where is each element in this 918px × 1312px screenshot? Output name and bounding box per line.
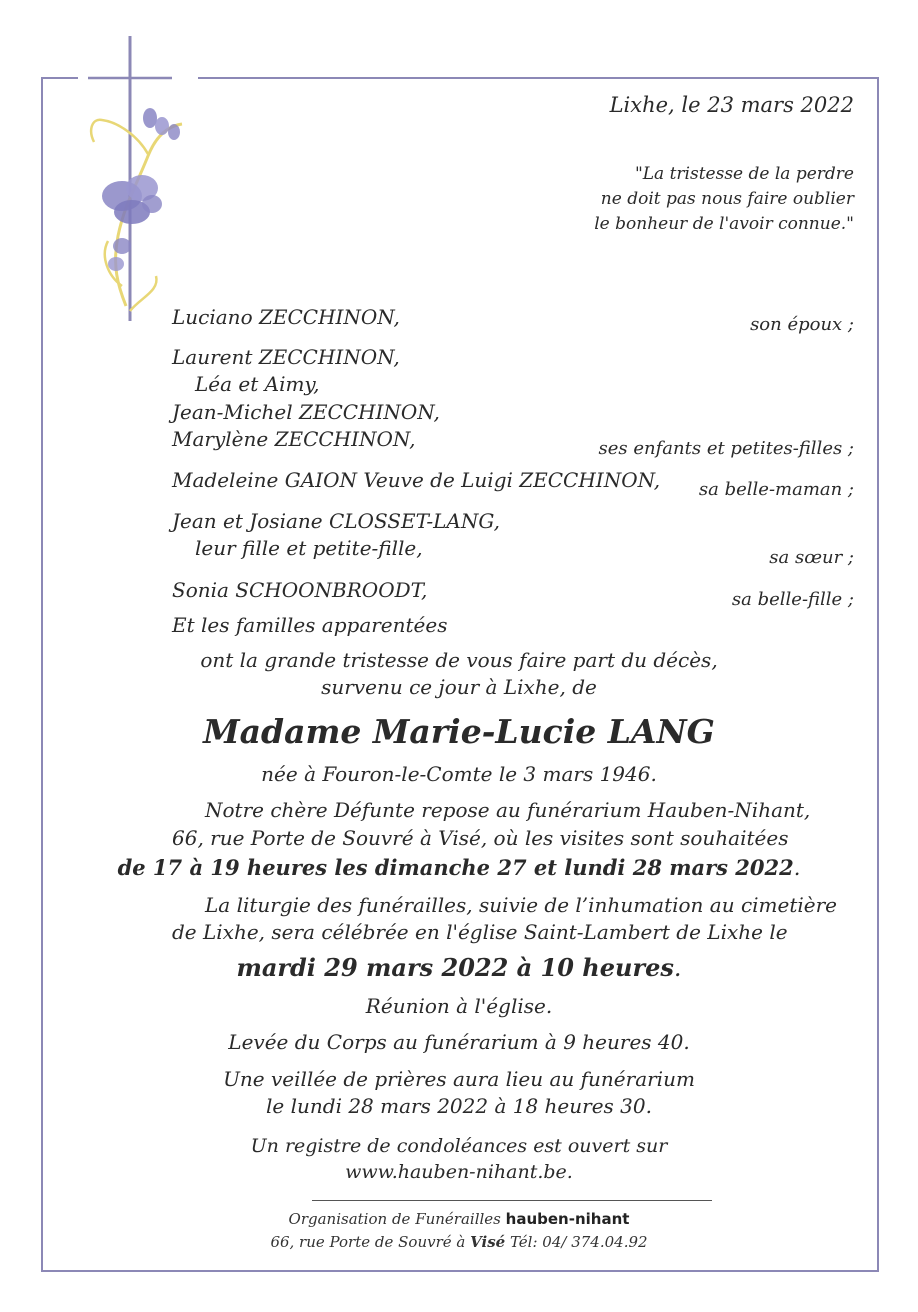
family-member: Marylène ZECCHINON, xyxy=(172,427,416,451)
visit-times-bold: de 17 à 19 heures les dimanche 27 et lundi 28 mars 2022 xyxy=(117,855,794,880)
visit-line: Notre chère Défunte repose au funérarium Hauben-Nihant, xyxy=(205,798,811,822)
family-member: Luciano ZECCHINON, xyxy=(172,305,400,329)
quote-line: ne doit pas nous faire oublier xyxy=(600,189,854,209)
family-member: Jean et Josiane CLOSSET-LANG, xyxy=(172,509,500,533)
family-role: sa belle-maman ; xyxy=(698,479,854,500)
epigraph-quote xyxy=(594,162,854,237)
visit-line: 66, rue Porte de Souvré à Visé, où les visites sont souhaitées xyxy=(172,826,789,850)
vigil-line: Une veillée de prières aura lieu au funérarium xyxy=(223,1067,695,1091)
family-member: Jean-Michel ZECCHINON, xyxy=(172,400,440,424)
footer-address-prefix: 66, rue Porte de Souvré à xyxy=(270,1233,466,1251)
family-role: ses enfants et petites-filles ; xyxy=(598,438,854,459)
deceased-name: Madame Marie-Lucie LANG xyxy=(203,712,715,751)
funeral-date-end: . xyxy=(673,954,682,982)
meeting-line: Réunion à l'église. xyxy=(365,994,553,1018)
funeral-line: de Lixhe, sera célébrée en l'église Saint-Lambert de Lixhe le xyxy=(172,920,788,944)
family-member: Laurent ZECCHINON, xyxy=(172,345,400,369)
family-member: Sonia SCHOONBROODT, xyxy=(172,578,428,602)
footer-city: Visé xyxy=(470,1233,506,1251)
visit-times xyxy=(0,855,918,880)
date-line: Lixhe, le 23 mars 2022 xyxy=(609,93,854,117)
footer-separator xyxy=(312,1200,712,1201)
announcement-line: ont la grande tristesse de vous faire part du décès, xyxy=(200,648,718,672)
family-member: leur fille et petite-fille, xyxy=(195,536,423,560)
footer-address xyxy=(0,1233,918,1251)
footer-org-prefix: Organisation de Funérailles xyxy=(288,1210,501,1228)
birth-line: née à Fouron-le-Comte le 3 mars 1946. xyxy=(261,762,657,786)
family-member: Madeleine GAION Veuve de Luigi ZECCHINON, xyxy=(172,468,661,492)
footer-phone: Tél: 04/ 374.04.92 xyxy=(509,1233,648,1251)
family-member: Et les familles apparentées xyxy=(172,613,448,637)
family-role: sa belle-fille ; xyxy=(731,589,854,610)
funeral-line: La liturgie des funérailles, suivie de l’inhumation au cimetière xyxy=(205,893,838,917)
cross-flower-ornament xyxy=(78,36,198,331)
quote-line: le bonheur de l'avoir connue." xyxy=(594,214,854,234)
footer-organisation xyxy=(0,1210,918,1228)
funeral-date-bold: mardi 29 mars 2022 à 10 heures xyxy=(236,953,674,982)
register-url[interactable]: www.hauben-nihant.be. xyxy=(345,1161,573,1183)
announcement-line: survenu ce jour à Lixhe, de xyxy=(321,675,597,699)
register-line: Un registre de condoléances est ouvert sur xyxy=(250,1135,668,1157)
vigil-line: le lundi 28 mars 2022 à 18 heures 30. xyxy=(266,1094,652,1118)
brand-logo: hauben-nihant xyxy=(505,1210,630,1228)
family-member: Léa et Aimy, xyxy=(195,372,320,396)
visit-times-end: . xyxy=(793,856,801,880)
funeral-date xyxy=(0,953,918,982)
quote-line: "La tristesse de la perdre xyxy=(634,164,854,184)
family-role: son époux ; xyxy=(750,314,854,335)
levee-line: Levée du Corps au funérarium à 9 heures 40. xyxy=(228,1030,690,1054)
family-role: sa sœur ; xyxy=(769,547,854,568)
